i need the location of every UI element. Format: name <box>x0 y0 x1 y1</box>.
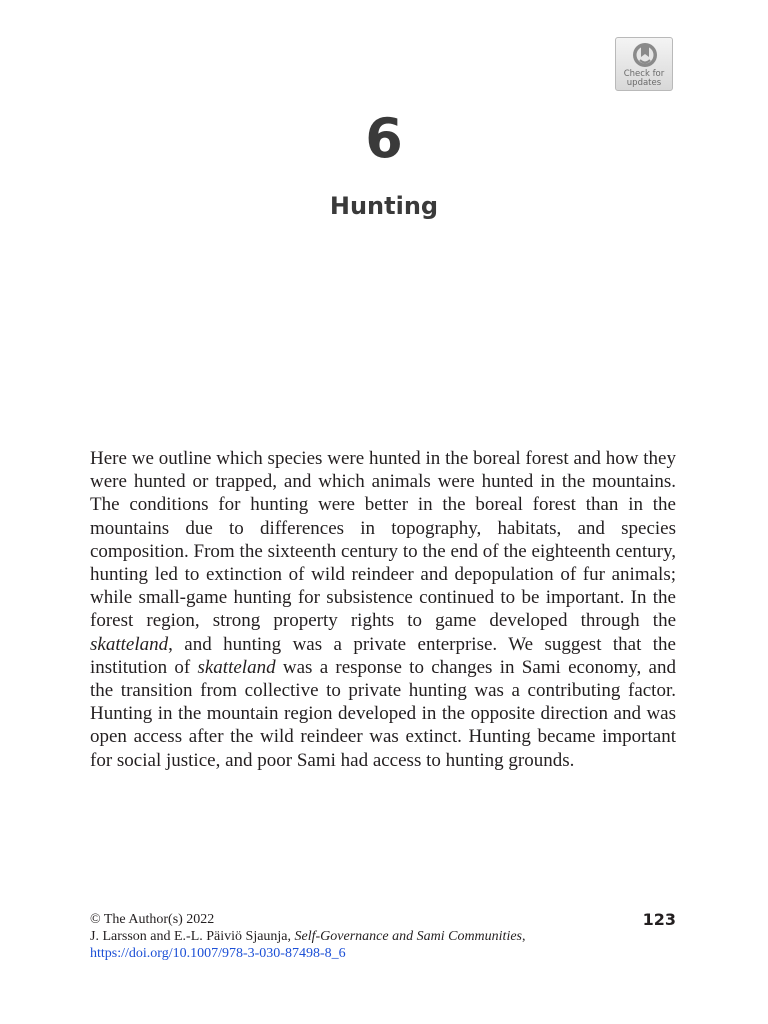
check-for-updates-badge[interactable] <box>615 37 673 91</box>
abstract-term-skatteland-2: skatteland <box>197 656 276 678</box>
check-for-updates-icon <box>632 42 658 68</box>
doi-link[interactable]: https://doi.org/10.1007/978-3-030-87498-8_6 <box>90 946 346 961</box>
chapter-footer <box>90 911 676 962</box>
chapter-abstract <box>90 447 676 772</box>
citation-authors: J. Larsson and E.-L. Päiviö Sjaunja, <box>90 929 295 944</box>
chapter-number: 6 <box>365 107 403 170</box>
citation-comma: , <box>522 929 526 944</box>
chapter-title: Hunting <box>329 192 439 220</box>
abstract-text-3: was a response to changes in Sami economy, and the transition from collective to private hunting was a contributing factor. Hunting in the mountain region developed in the opposite direction and was open access after the wild reindeer was extinct. Hunting became important for social justice, and poor Sami had access to hunting grounds. <box>90 656 676 771</box>
citation-line <box>90 928 676 945</box>
copyright-line: © The Author(s) 2022 <box>90 912 215 927</box>
abstract-text-1: Here we outline which species were hunted in the boreal forest and how they were hunted or trapped, and which animals were hunted in the mountains. The conditions for hunting were better in the boreal forest than in the mountains due to differences in topography, habitats, and species composition. From the sixteenth century to the end of the eighteenth century, hunting led to extinction of wild reindeer and depopulation of fur animals; while small-game hunting for subsistence continued to be important. In the forest region, strong property rights to game developed through the <box>90 448 676 632</box>
page-number: 123 <box>642 910 676 929</box>
check-for-updates-label: Check for updates <box>623 69 665 88</box>
abstract-text-2: , and hunting was a private enterprise. We suggest that the institution of <box>90 633 676 678</box>
abstract-term-skatteland: skatteland <box>90 633 169 655</box>
citation-book-title: Self-Governance and Sami Communities <box>294 929 522 944</box>
